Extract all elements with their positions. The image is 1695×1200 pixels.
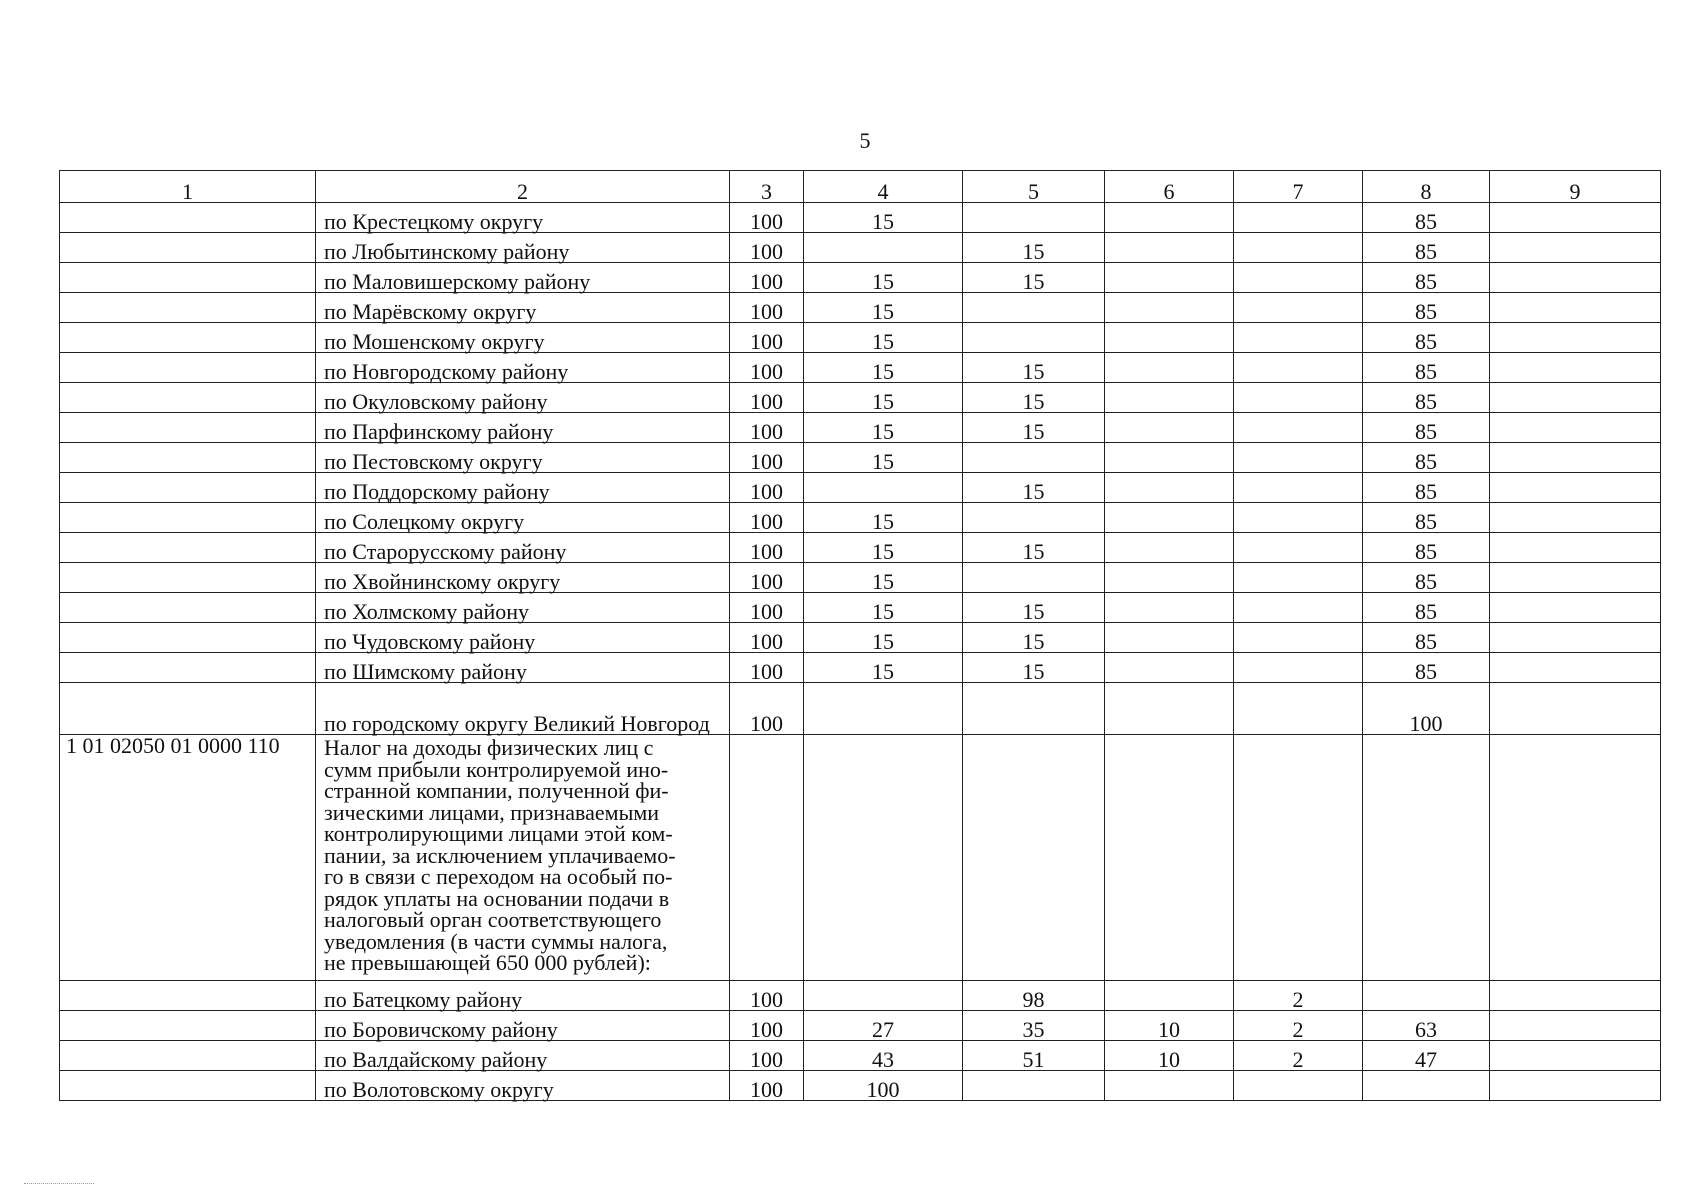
percent-cell bbox=[1234, 1071, 1363, 1101]
percent-cell: 10 bbox=[1105, 1011, 1234, 1041]
percent-cell: 35 bbox=[963, 1011, 1105, 1041]
percent-cell bbox=[1105, 503, 1234, 533]
tax-description-cell bbox=[316, 735, 730, 981]
percent-cell bbox=[1234, 233, 1363, 263]
percent-cell: 85 bbox=[1363, 263, 1490, 293]
percent-cell: 100 bbox=[730, 323, 804, 353]
tax-description-text: Налог на доходы физических лиц с сумм прибыли контролируемой ино- странной компании, полученной фи- зическими лицами, признаваемыми контролирующими лицами этой ком- пании, за исключением уплачиваемо- го в связи с переходом на особый по- рядок уплаты на основании подачи в налоговый орган соответствующего уведомления (в части суммы налога, не превышающей 650 000 рублей): bbox=[324, 735, 676, 975]
percent-cell: 85 bbox=[1363, 473, 1490, 503]
percent-cell: 100 bbox=[804, 1071, 963, 1101]
budget-code-cell bbox=[60, 1011, 316, 1041]
percent-cell: 100 bbox=[730, 293, 804, 323]
table-row bbox=[60, 533, 1661, 563]
percent-cell bbox=[1490, 593, 1661, 623]
table-row bbox=[60, 443, 1661, 473]
table-row bbox=[60, 683, 1661, 735]
percent-cell bbox=[1490, 653, 1661, 683]
percent-cell: 51 bbox=[963, 1041, 1105, 1071]
percent-cell: 10 bbox=[1105, 1041, 1234, 1071]
budget-code-cell bbox=[60, 263, 316, 293]
column-header: 9 bbox=[1490, 171, 1661, 203]
percent-cell: 85 bbox=[1363, 503, 1490, 533]
tax-description-row bbox=[60, 735, 1661, 981]
percent-cell bbox=[963, 293, 1105, 323]
percent-cell: 27 bbox=[804, 1011, 963, 1041]
percent-cell bbox=[1105, 593, 1234, 623]
percent-cell bbox=[1363, 1071, 1490, 1101]
percent-cell bbox=[1490, 323, 1661, 353]
percent-cell bbox=[1490, 263, 1661, 293]
district-name-cell: по Марёвскому округу bbox=[316, 293, 730, 323]
percent-cell bbox=[1234, 683, 1363, 735]
percent-cell: 47 bbox=[1363, 1041, 1490, 1071]
budget-code-cell bbox=[60, 533, 316, 563]
percent-cell: 100 bbox=[730, 593, 804, 623]
district-name-cell: по городскому округу Великий Новгород bbox=[316, 683, 730, 735]
percent-cell bbox=[1234, 623, 1363, 653]
table-row bbox=[60, 413, 1661, 443]
table-row bbox=[60, 233, 1661, 263]
percent-cell bbox=[963, 683, 1105, 735]
percent-cell bbox=[804, 981, 963, 1011]
table-row bbox=[60, 353, 1661, 383]
percent-cell bbox=[1105, 383, 1234, 413]
percent-cell: 15 bbox=[804, 353, 963, 383]
district-name-cell: по Хвойнинскому округу bbox=[316, 563, 730, 593]
district-name-cell: по Волотовскому округу bbox=[316, 1071, 730, 1101]
percent-cell bbox=[1105, 293, 1234, 323]
percent-cell bbox=[1234, 203, 1363, 233]
page-number: 5 bbox=[859, 128, 871, 153]
percent-cell: 15 bbox=[804, 653, 963, 683]
budget-code-cell bbox=[60, 503, 316, 533]
percent-cell: 100 bbox=[730, 981, 804, 1011]
percent-cell bbox=[1105, 413, 1234, 443]
district-name-cell: по Пестовскому округу bbox=[316, 443, 730, 473]
percent-cell bbox=[1105, 233, 1234, 263]
percent-cell: 100 bbox=[730, 473, 804, 503]
percent-cell bbox=[1105, 563, 1234, 593]
table-row bbox=[60, 981, 1661, 1011]
district-name-cell: по Любытинскому району bbox=[316, 233, 730, 263]
table-row bbox=[60, 623, 1661, 653]
budget-code-cell bbox=[60, 1041, 316, 1071]
percent-cell: 85 bbox=[1363, 413, 1490, 443]
percent-cell bbox=[1363, 735, 1490, 981]
percent-cell: 15 bbox=[804, 533, 963, 563]
budget-code-cell bbox=[60, 383, 316, 413]
percent-cell bbox=[1234, 533, 1363, 563]
percent-cell bbox=[963, 443, 1105, 473]
district-name-cell: по Новгородскому району bbox=[316, 353, 730, 383]
percent-cell: 100 bbox=[730, 683, 804, 735]
percent-cell: 15 bbox=[804, 593, 963, 623]
budget-code-cell bbox=[60, 353, 316, 383]
percent-cell: 15 bbox=[804, 623, 963, 653]
percent-cell: 15 bbox=[963, 623, 1105, 653]
percent-cell bbox=[1105, 683, 1234, 735]
percent-cell bbox=[1234, 413, 1363, 443]
table-row bbox=[60, 203, 1661, 233]
percent-cell: 15 bbox=[963, 263, 1105, 293]
percent-cell bbox=[1490, 353, 1661, 383]
percent-cell bbox=[963, 563, 1105, 593]
percent-cell: 85 bbox=[1363, 563, 1490, 593]
column-header: 1 bbox=[60, 171, 316, 203]
percent-cell: 15 bbox=[804, 413, 963, 443]
percent-cell bbox=[1234, 653, 1363, 683]
column-header: 3 bbox=[730, 171, 804, 203]
table-row bbox=[60, 653, 1661, 683]
percent-cell bbox=[1490, 1011, 1661, 1041]
percent-cell: 100 bbox=[1363, 683, 1490, 735]
percent-cell bbox=[1234, 735, 1363, 981]
budget-code-cell bbox=[60, 473, 316, 503]
column-header: 6 bbox=[1105, 171, 1234, 203]
percent-cell: 15 bbox=[804, 383, 963, 413]
percent-cell: 85 bbox=[1363, 653, 1490, 683]
percent-cell: 15 bbox=[963, 383, 1105, 413]
percent-cell: 43 bbox=[804, 1041, 963, 1071]
percent-cell bbox=[1234, 293, 1363, 323]
district-name-cell: по Холмскому району bbox=[316, 593, 730, 623]
percent-cell: 85 bbox=[1363, 323, 1490, 353]
district-name-cell: по Маловишерскому району bbox=[316, 263, 730, 293]
budget-code-cell bbox=[60, 443, 316, 473]
column-header: 5 bbox=[963, 171, 1105, 203]
percent-cell: 100 bbox=[730, 653, 804, 683]
percent-cell bbox=[1105, 443, 1234, 473]
table-row bbox=[60, 383, 1661, 413]
percent-cell bbox=[1105, 981, 1234, 1011]
percent-cell: 15 bbox=[804, 263, 963, 293]
percent-cell bbox=[1105, 263, 1234, 293]
district-name-cell: по Боровичскому району bbox=[316, 1011, 730, 1041]
budget-code-cell bbox=[60, 1071, 316, 1101]
table-row bbox=[60, 563, 1661, 593]
percent-cell: 85 bbox=[1363, 353, 1490, 383]
percent-cell bbox=[1490, 563, 1661, 593]
percent-cell: 98 bbox=[963, 981, 1105, 1011]
percent-cell: 85 bbox=[1363, 533, 1490, 563]
district-name-cell: по Окуловскому району bbox=[316, 383, 730, 413]
column-header: 8 bbox=[1363, 171, 1490, 203]
percent-cell bbox=[1490, 981, 1661, 1011]
percent-cell bbox=[1490, 503, 1661, 533]
percent-cell: 100 bbox=[730, 503, 804, 533]
percent-cell bbox=[1490, 413, 1661, 443]
percent-cell bbox=[730, 735, 804, 981]
percent-cell: 100 bbox=[730, 1071, 804, 1101]
column-header: 2 bbox=[316, 171, 730, 203]
percent-cell bbox=[1363, 981, 1490, 1011]
percent-cell: 15 bbox=[804, 503, 963, 533]
district-name-cell: по Крестецкому округу bbox=[316, 203, 730, 233]
percent-cell: 100 bbox=[730, 353, 804, 383]
percent-cell bbox=[1490, 443, 1661, 473]
table-row bbox=[60, 593, 1661, 623]
budget-code-cell bbox=[60, 233, 316, 263]
percent-cell: 15 bbox=[804, 323, 963, 353]
percent-cell: 100 bbox=[730, 1011, 804, 1041]
percent-cell bbox=[1105, 653, 1234, 683]
percent-cell: 100 bbox=[730, 533, 804, 563]
percent-cell bbox=[1105, 353, 1234, 383]
district-name-cell: по Старорусскому району bbox=[316, 533, 730, 563]
percent-cell bbox=[1234, 383, 1363, 413]
percent-cell bbox=[963, 735, 1105, 981]
percent-cell bbox=[963, 323, 1105, 353]
table-row bbox=[60, 503, 1661, 533]
percent-cell bbox=[1490, 203, 1661, 233]
percent-cell: 15 bbox=[963, 353, 1105, 383]
budget-code-cell bbox=[60, 563, 316, 593]
percent-cell bbox=[1105, 203, 1234, 233]
percent-cell: 15 bbox=[804, 293, 963, 323]
budget-code-cell bbox=[60, 323, 316, 353]
district-name-cell: по Солецкому округу bbox=[316, 503, 730, 533]
percent-cell: 85 bbox=[1363, 293, 1490, 323]
percent-cell bbox=[1490, 533, 1661, 563]
budget-code-cell bbox=[60, 981, 316, 1011]
percent-cell bbox=[1234, 593, 1363, 623]
percent-cell: 100 bbox=[730, 233, 804, 263]
percent-cell: 85 bbox=[1363, 233, 1490, 263]
table-row bbox=[60, 323, 1661, 353]
percent-cell: 100 bbox=[730, 383, 804, 413]
percent-cell: 85 bbox=[1363, 443, 1490, 473]
percent-cell bbox=[1234, 263, 1363, 293]
percent-cell: 2 bbox=[1234, 1041, 1363, 1071]
percent-cell: 15 bbox=[804, 203, 963, 233]
budget-code-cell bbox=[60, 683, 316, 735]
table-row bbox=[60, 1011, 1661, 1041]
percent-cell: 15 bbox=[963, 473, 1105, 503]
percent-cell bbox=[1490, 735, 1661, 981]
percent-cell bbox=[1490, 1041, 1661, 1071]
budget-code-cell bbox=[60, 653, 316, 683]
table-row bbox=[60, 293, 1661, 323]
percent-cell bbox=[1490, 683, 1661, 735]
percent-cell: 100 bbox=[730, 623, 804, 653]
district-name-cell: по Валдайскому району bbox=[316, 1041, 730, 1071]
percent-cell bbox=[1490, 293, 1661, 323]
district-name-cell: по Батецкому району bbox=[316, 981, 730, 1011]
percent-cell bbox=[1105, 1071, 1234, 1101]
district-name-cell: по Шимскому району bbox=[316, 653, 730, 683]
percent-cell bbox=[804, 735, 963, 981]
percent-cell: 85 bbox=[1363, 203, 1490, 233]
percent-cell bbox=[804, 473, 963, 503]
percent-cell: 15 bbox=[963, 233, 1105, 263]
percent-cell bbox=[1490, 1071, 1661, 1101]
percent-cell bbox=[1105, 473, 1234, 503]
percent-cell bbox=[1105, 323, 1234, 353]
revenue-distribution-table bbox=[59, 170, 1661, 1101]
percent-cell: 100 bbox=[730, 443, 804, 473]
column-header: 4 bbox=[804, 171, 963, 203]
percent-cell bbox=[1490, 623, 1661, 653]
district-name-cell: по Парфинскому району bbox=[316, 413, 730, 443]
district-name-cell: по Поддорскому району bbox=[316, 473, 730, 503]
percent-cell: 100 bbox=[730, 1041, 804, 1071]
district-name-cell: по Чудовскому району bbox=[316, 623, 730, 653]
table-header-row bbox=[60, 171, 1661, 203]
percent-cell: 63 bbox=[1363, 1011, 1490, 1041]
percent-cell: 2 bbox=[1234, 1011, 1363, 1041]
column-header: 7 bbox=[1234, 171, 1363, 203]
footer-scan-mark bbox=[24, 1183, 94, 1185]
table-row bbox=[60, 1071, 1661, 1101]
percent-cell: 15 bbox=[804, 563, 963, 593]
budget-code-cell bbox=[60, 623, 316, 653]
percent-cell: 15 bbox=[963, 413, 1105, 443]
percent-cell: 15 bbox=[804, 443, 963, 473]
percent-cell: 15 bbox=[963, 653, 1105, 683]
percent-cell: 15 bbox=[963, 593, 1105, 623]
percent-cell bbox=[963, 503, 1105, 533]
percent-cell bbox=[804, 683, 963, 735]
percent-cell bbox=[804, 233, 963, 263]
table-row bbox=[60, 263, 1661, 293]
table-row bbox=[60, 1041, 1661, 1071]
percent-cell bbox=[1234, 323, 1363, 353]
percent-cell bbox=[1490, 473, 1661, 503]
budget-code-cell: 1 01 02050 01 0000 110 bbox=[60, 735, 316, 981]
percent-cell bbox=[1490, 233, 1661, 263]
percent-cell bbox=[1105, 735, 1234, 981]
percent-cell bbox=[1490, 383, 1661, 413]
percent-cell: 100 bbox=[730, 263, 804, 293]
percent-cell: 85 bbox=[1363, 623, 1490, 653]
percent-cell: 100 bbox=[730, 203, 804, 233]
district-name-cell: по Мошенскому округу bbox=[316, 323, 730, 353]
percent-cell: 85 bbox=[1363, 383, 1490, 413]
budget-code-cell bbox=[60, 203, 316, 233]
percent-cell bbox=[963, 1071, 1105, 1101]
budget-code-cell bbox=[60, 593, 316, 623]
percent-cell: 15 bbox=[963, 533, 1105, 563]
percent-cell bbox=[963, 203, 1105, 233]
percent-cell bbox=[1234, 503, 1363, 533]
percent-cell bbox=[1105, 623, 1234, 653]
budget-code-cell bbox=[60, 293, 316, 323]
budget-code-cell bbox=[60, 413, 316, 443]
percent-cell bbox=[1234, 563, 1363, 593]
percent-cell bbox=[1234, 443, 1363, 473]
percent-cell: 2 bbox=[1234, 981, 1363, 1011]
table-row bbox=[60, 473, 1661, 503]
percent-cell bbox=[1105, 533, 1234, 563]
percent-cell: 100 bbox=[730, 563, 804, 593]
percent-cell bbox=[1234, 473, 1363, 503]
percent-cell bbox=[1234, 353, 1363, 383]
percent-cell: 100 bbox=[730, 413, 804, 443]
percent-cell: 85 bbox=[1363, 593, 1490, 623]
